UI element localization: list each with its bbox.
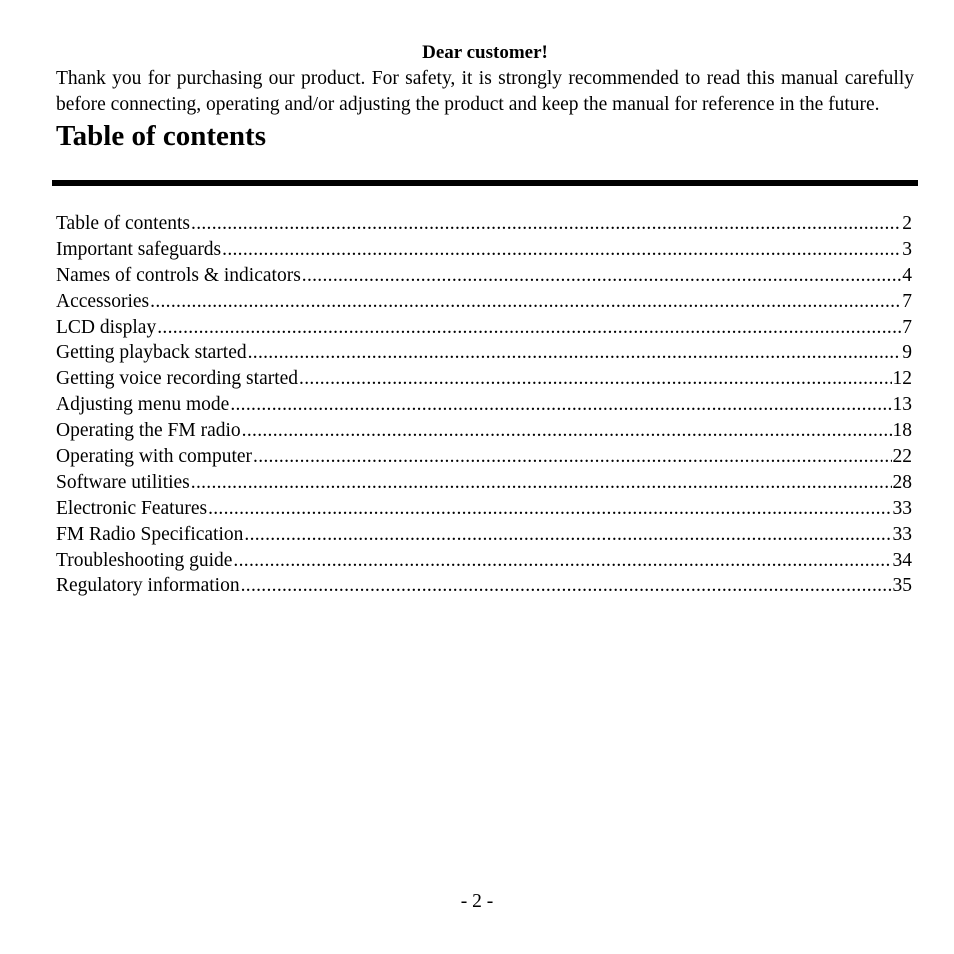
toc-leader-dots xyxy=(302,263,901,289)
toc-list xyxy=(56,211,912,599)
toc-entry-page: 12 xyxy=(892,368,912,390)
toc-entry-page: 13 xyxy=(892,394,912,416)
toc-entry-label: FM Radio Specification xyxy=(56,523,244,545)
toc-entry-label: Getting voice recording started xyxy=(56,368,299,390)
toc-entry[interactable] xyxy=(56,522,912,548)
toc-heading: Table of contents xyxy=(56,120,266,152)
toc-entry-label: Adjusting menu mode xyxy=(56,394,230,416)
toc-entry[interactable] xyxy=(56,340,912,366)
toc-leader-dots xyxy=(191,211,901,237)
toc-entry-label: Regulatory information xyxy=(56,575,240,597)
toc-entry[interactable] xyxy=(56,211,912,237)
toc-leader-dots xyxy=(244,522,891,548)
toc-entry-label: Operating with computer xyxy=(56,446,253,468)
toc-entry-page: 7 xyxy=(902,290,912,312)
toc-entry[interactable] xyxy=(56,548,912,574)
toc-entry-page: 2 xyxy=(902,213,912,234)
toc-entry[interactable] xyxy=(56,366,912,392)
toc-entry[interactable] xyxy=(56,392,912,418)
toc-entry[interactable] xyxy=(56,418,912,444)
toc-entry[interactable] xyxy=(56,444,912,470)
toc-leader-dots xyxy=(233,548,891,574)
heading-rule xyxy=(52,180,918,186)
toc-entry[interactable] xyxy=(56,237,912,263)
toc-leader-dots xyxy=(253,444,891,470)
toc-entry-page: 3 xyxy=(902,238,912,260)
toc-entry[interactable] xyxy=(56,315,912,341)
toc-entry-label: Important safeguards xyxy=(56,238,222,260)
toc-entry-label: Electronic Features xyxy=(56,497,208,519)
toc-entry[interactable] xyxy=(56,573,912,599)
page-number: - 2 - xyxy=(460,891,494,912)
toc-entry-label: Operating the FM radio xyxy=(56,420,241,442)
toc-leader-dots xyxy=(242,418,892,444)
toc-entry-page: 34 xyxy=(892,549,912,571)
toc-entry-page: 9 xyxy=(902,342,912,364)
toc-entry-page: 33 xyxy=(892,497,912,519)
toc-entry-page: 4 xyxy=(902,264,912,286)
toc-leader-dots xyxy=(157,315,901,341)
toc-leader-dots xyxy=(150,289,901,315)
toc-entry-page: 33 xyxy=(892,523,912,545)
toc-entry-label: Names of controls & indicators xyxy=(56,264,301,286)
toc-leader-dots xyxy=(208,496,891,522)
toc-leader-dots xyxy=(191,470,892,496)
toc-entry[interactable] xyxy=(56,263,912,289)
toc-leader-dots xyxy=(299,366,891,392)
toc-entry-page: 28 xyxy=(892,471,912,493)
toc-entry-page: 7 xyxy=(902,316,912,338)
toc-entry-label: Getting playback started xyxy=(56,342,247,364)
toc-entry-page: 22 xyxy=(892,446,912,468)
greeting-heading: Dear customer! xyxy=(422,42,548,63)
toc-entry-page: 35 xyxy=(892,575,912,597)
toc-entry[interactable] xyxy=(56,289,912,315)
toc-leader-dots xyxy=(230,392,891,418)
intro-paragraph: Thank you for purchasing our product. For safety, it is strongly recommended to read this manual carefully before connecting, operating and/or adjusting the product and keep the manual for reference in the future. xyxy=(56,68,914,115)
toc-entry-label: Accessories xyxy=(56,290,150,312)
toc-entry[interactable] xyxy=(56,470,912,496)
toc-entry-page: 18 xyxy=(892,420,912,442)
toc-entry-label: LCD display xyxy=(56,316,157,338)
toc-entry-label: Troubleshooting guide xyxy=(56,549,233,571)
toc-leader-dots xyxy=(241,573,892,599)
manual-page xyxy=(56,40,914,597)
toc-entry-label: Software utilities xyxy=(56,471,190,493)
toc-leader-dots xyxy=(248,340,902,366)
toc-leader-dots xyxy=(222,237,901,263)
toc-entry[interactable] xyxy=(56,496,912,522)
toc-entry-label: Table of contents xyxy=(56,213,191,234)
